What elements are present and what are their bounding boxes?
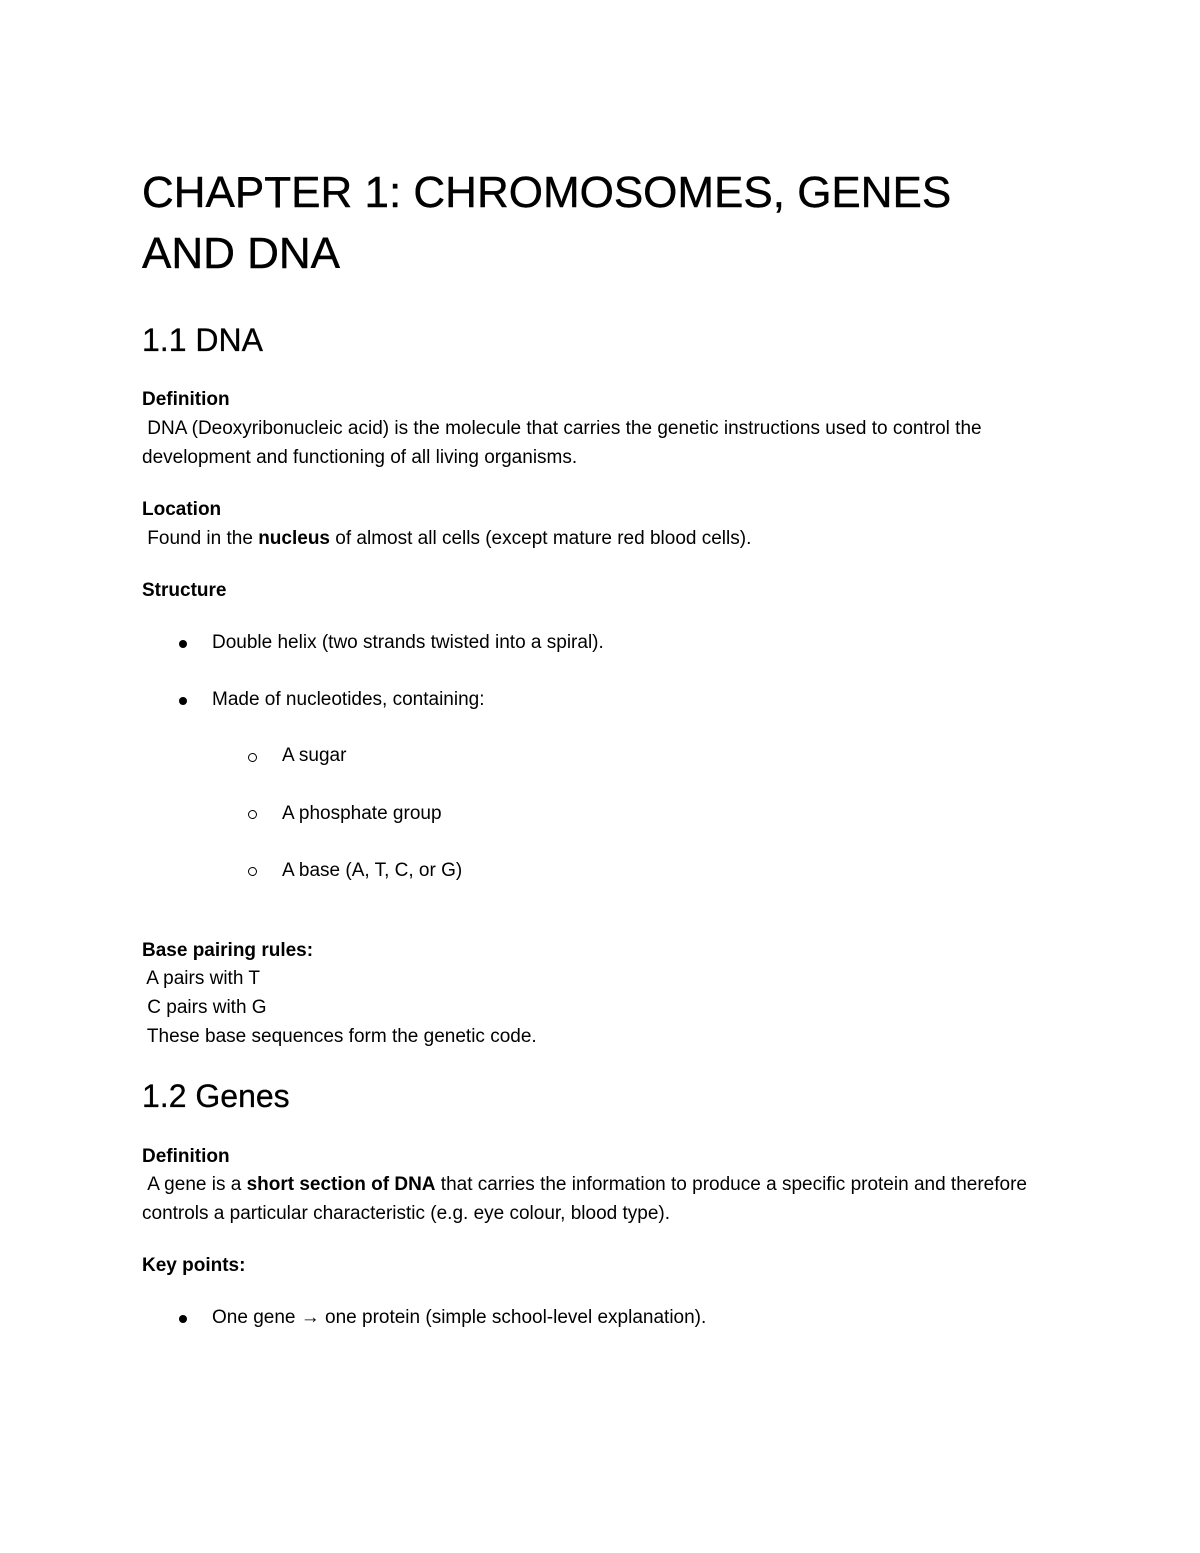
section-heading-genes: 1.2 Genes <box>142 1078 290 1114</box>
list-item: One gene → one protein (simple school-level explanation). <box>212 1307 707 1328</box>
base-pairing-line: A pairs with T <box>142 968 260 989</box>
base-pairing-line: C pairs with G <box>142 997 267 1018</box>
list-item: A sugar <box>282 745 347 766</box>
key-points-label: Key points: <box>142 1255 246 1276</box>
structure-label: Structure <box>142 580 227 601</box>
gene-bold-term: short section of DNA <box>246 1174 436 1195</box>
dna-definition-text: DNA (Deoxyribonucleic acid) is the molecule that carries the genetic instructions used to control the development and functioning of all living organisms. <box>142 418 987 468</box>
list-item: Double helix (two strands twisted into a spiral). <box>212 632 604 653</box>
bullet-dot-icon <box>179 1315 187 1323</box>
gene-definition-text: A gene is a short section of DNA that carries the information to produce a specific protein and therefore controls a particular characteristic (e.g. eye colour, blood type). <box>142 1174 1033 1224</box>
definition-label: Definition <box>142 389 230 410</box>
list-item: A base (A, T, C, or G) <box>282 860 463 881</box>
bullet-dot-icon <box>179 640 187 648</box>
bullet-circle-icon <box>248 810 257 819</box>
list-item: Made of nucleotides, containing: <box>212 689 485 710</box>
bullet-circle-icon <box>248 753 257 762</box>
list-item: A phosphate group <box>282 803 442 824</box>
location-text: Found in the nucleus of almost all cells (except mature red blood cells). <box>142 528 752 549</box>
definition-label: Definition <box>142 1146 230 1167</box>
section-heading-dna: 1.1 DNA <box>142 322 263 358</box>
location-label: Location <box>142 499 222 520</box>
chapter-title: CHAPTER 1: CHROMOSOMES, GENES AND DNA <box>142 168 952 278</box>
location-bold-term: nucleus <box>258 528 331 549</box>
bullet-circle-icon <box>248 867 257 876</box>
base-pairing-line: These base sequences form the genetic code. <box>142 1026 537 1047</box>
bullet-dot-icon <box>179 697 187 705</box>
base-pairing-label: Base pairing rules: <box>142 940 314 961</box>
